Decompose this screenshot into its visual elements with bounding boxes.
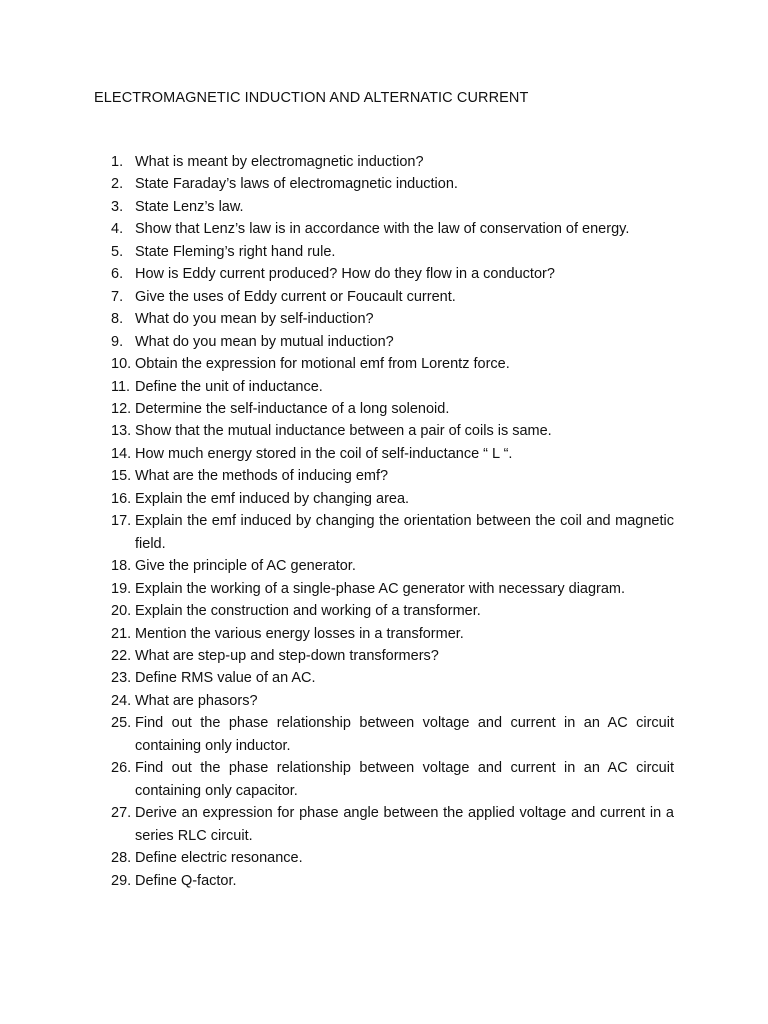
question-item [0,623,768,645]
question-text: What is meant by electromagnetic induction? [135,154,424,170]
question-item [0,286,768,308]
question-text: Give the uses of Eddy current or Foucault current. [135,288,456,305]
question-list [0,151,768,892]
question-text: Explain the working of a single-phase AC generator with necessary diagram. [135,580,626,597]
question-text: How is Eddy current produced? How do they flow in a conductor? [135,266,555,283]
question-item [0,263,768,285]
question-text: Show that Lenz’s law is in accordance with the law of conservation of energy. [135,221,630,238]
question-text: Obtain the expression for motional emf from Lorentz force. [135,356,510,373]
question-text: Define electric resonance. [135,850,303,867]
question-item [0,443,768,465]
question-number: 15. [111,468,132,485]
question-text: What are step-up and step-down transformers? [135,647,439,664]
question-number: 28. [111,850,132,867]
question-number: 18. [111,558,132,575]
question-item [0,690,768,712]
question-number: 12. [111,400,132,417]
question-number: 23. [111,670,132,687]
question-number: 16. [111,490,132,507]
question-number: 10. [111,356,132,373]
question-item [0,398,768,420]
question-number: 11. [111,378,131,395]
question-text: Determine the self-inductance of a long solenoid. [135,400,450,417]
question-text: Define RMS value of an AC. [135,670,316,687]
question-number: 6. [111,266,124,283]
question-item [0,331,768,353]
question-text: Define the unit of inductance. [135,378,323,395]
question-text: Define Q-factor. [135,872,237,889]
question-number: 5. [111,243,124,260]
question-item [0,376,768,398]
question-item [0,757,768,802]
question-text: Find out the phase relationship between voltage and current in an AC circuit containing only capacitor. [135,760,674,799]
question-number: 22. [111,647,132,664]
document-title: ELECTROMAGNETIC INDUCTION AND ALTERNATIC CURRENT [94,90,529,106]
question-text: What do you mean by mutual induction? [135,333,394,350]
question-number: 26. [111,760,132,777]
question-text: What are phasors? [135,692,258,709]
question-item [0,555,768,577]
question-item [0,420,768,442]
question-item [0,465,768,487]
question-item [0,510,768,555]
question-text: State Lenz’s law. [135,198,244,215]
question-number: 19. [111,580,132,597]
question-text: State Fleming’s right hand rule. [135,243,336,260]
question-number: 29. [111,872,132,889]
question-item [0,241,768,263]
question-item [0,870,768,892]
question-number: 13. [111,423,132,440]
question-item [0,802,768,847]
question-number: 9. [111,333,124,350]
question-item [0,488,768,510]
question-number: 24. [111,692,132,709]
question-item [0,667,768,689]
question-item [0,712,768,757]
question-text: Explain the emf induced by changing area. [135,490,410,507]
question-item [0,196,768,218]
question-number: 17. [111,513,132,530]
question-number: 21. [111,625,132,642]
question-text: State Faraday’s laws of electromagnetic induction. [135,176,458,193]
question-text: Find out the phase relationship between voltage and current in an AC circuit containing only inductor. [135,715,674,754]
question-text: Give the principle of AC generator. [135,558,356,575]
question-text: Explain the emf induced by changing the orientation between the coil and magnetic field. [135,513,674,552]
question-text: What do you mean by self-induction? [135,311,374,328]
question-number: 20. [111,603,132,620]
question-text: What are the methods of inducing emf? [135,468,389,485]
question-item [0,353,768,375]
question-item [0,173,768,195]
question-number: 7. [111,288,124,305]
question-number: 8. [111,311,124,328]
question-item [0,218,768,240]
question-item [0,600,768,622]
question-text: Mention the various energy losses in a transformer. [135,625,464,642]
question-text: How much energy stored in the coil of self-inductance “ L “. [135,445,513,462]
question-text: Explain the construction and working of a transformer. [135,603,481,620]
question-item [0,645,768,667]
question-text: Derive an expression for phase angle between the applied voltage and current in a series RLC circuit. [135,805,674,844]
question-number: 14. [111,445,132,462]
question-text: Show that the mutual inductance between a pair of coils is same. [135,423,552,440]
question-number: 4. [111,221,124,238]
question-item [0,308,768,330]
question-item [0,578,768,600]
question-number: 3. [111,198,124,215]
question-number: 1. [111,154,124,170]
question-number: 2. [111,176,124,193]
question-item [0,151,768,173]
question-number: 27. [111,805,132,822]
question-item [0,847,768,869]
question-number: 25. [111,715,132,732]
